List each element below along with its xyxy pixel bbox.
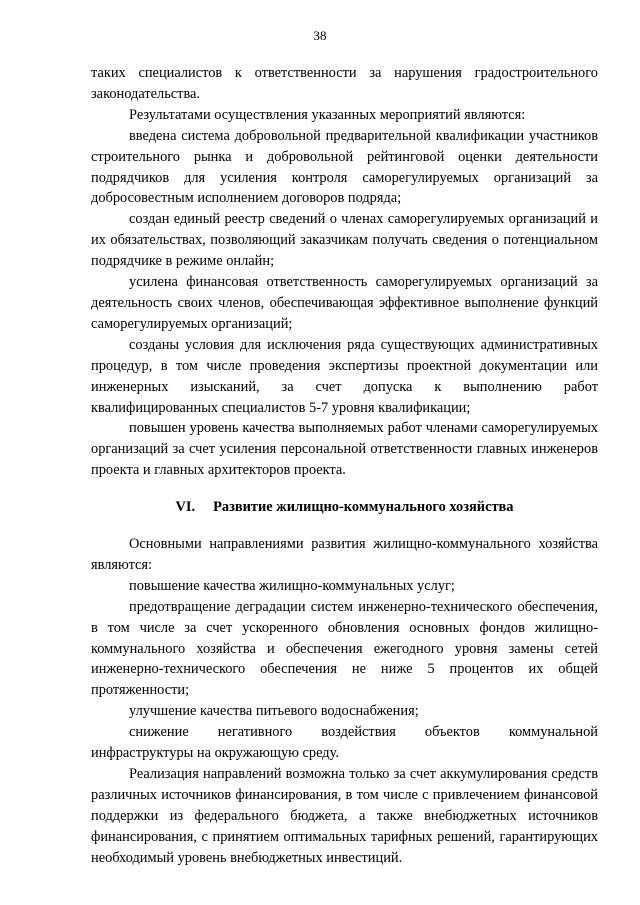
- section-number: VI.: [175, 499, 196, 516]
- paragraph: таких специалистов к ответственности за нарушения градостроительного законодательства.: [91, 65, 598, 102]
- paragraph: усилена финансовая ответственность саморегулируемых организаций за деятельность своих членов, обеспечивающая эффективное выполнение функций саморегулируемых организаций;: [91, 274, 598, 332]
- section-heading: [91, 497, 598, 518]
- paragraphs-before-section: [91, 63, 598, 481]
- page-body: [91, 63, 598, 869]
- paragraph: снижение негативного воздействия объектов коммунальной инфраструктуры на окружающую среду.: [91, 724, 598, 762]
- paragraph: повышение качества жилищно-коммунальных услуг;: [129, 577, 455, 594]
- paragraph: Реализация направлений возможна только за счет аккумулирования средств различных источников финансирования, в том числе с привлечением финансовой поддержки из федерального бюджета, а также внебюджетных источников финансирования, с принятием оптимальных тарифных решений, гарантирующих необходимый уровень внебюджетных инвестиций.: [91, 766, 598, 866]
- paragraph: предотвращение деградации систем инженерно-технического обеспечения, в том числе за счет ускоренного обновления основных фондов жилищно-коммунального хозяйства и обеспечения ежегодного уровня замены сетей инженерно-технического обеспечения не ниже 5 процентов их общей протяженности;: [91, 598, 598, 699]
- page-number: 38: [313, 28, 327, 43]
- paragraph: создан единый реестр сведений о членах саморегулируемых организаций и их обязательствах, позволяющий заказчикам получать сведения о потенциальном подрядчике в режиме онлайн;: [91, 211, 598, 270]
- paragraph: Основными направлениями развития жилищно-коммунального хозяйства являются:: [91, 536, 598, 573]
- paragraph: Результатами осуществления указанных мероприятий являются:: [129, 106, 526, 123]
- paragraph: созданы условия для исключения ряда существующих административных процедур, в том числе проведения экспертизы проектной документации или инженерных изысканий, за счет допуска к выполнению работ квалифицированных специалистов 5-7 уровня квалификации;: [91, 336, 598, 416]
- paragraphs-after-section: [91, 534, 598, 869]
- section-title: Развитие жилищно-коммунального хозяйства: [213, 499, 514, 516]
- paragraph: введена система добровольной предварительной квалификации участников строительного рынка и добровольной рейтинговой оценки деятельности подрядчиков для усиления контроля саморегулируемых организаций за добросовестным исполнением договоров подряда;: [91, 127, 598, 207]
- paragraph: повышен уровень качества выполняемых работ членами саморегулируемых организаций за счет усиления персональной ответственности главных инженеров проекта и главных архитекторов проекта.: [91, 420, 598, 479]
- paragraph: улучшение качества питьевого водоснабжения;: [129, 703, 419, 720]
